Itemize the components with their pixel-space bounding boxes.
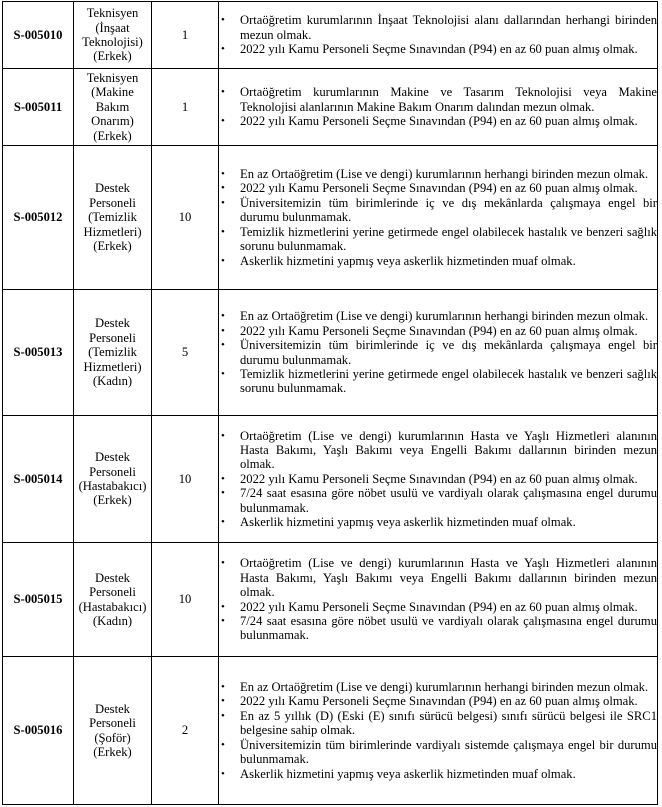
- requirement-text: Askerlik hizmetini yapmış veya askerlik hizmetinden muaf olmak.: [240, 766, 576, 781]
- requirement-item: [219, 225, 657, 254]
- position-count: 1: [152, 2, 219, 69]
- positions-table: [2, 1, 658, 805]
- position-title-line: (Erkek): [93, 239, 132, 254]
- position-row: [3, 146, 658, 290]
- position-title-line: (Makine: [91, 85, 134, 100]
- requirement-text: 7/24 saat esasına göre nöbet usulü ve vardiyalı olarak çalışmasına engel durumu bulunmamak.: [240, 613, 657, 643]
- requirement-item: [219, 254, 657, 268]
- position-title-line: Personeli: [89, 585, 136, 600]
- bullet-icon: •: [221, 254, 225, 267]
- requirement-item: [219, 767, 657, 781]
- bullet-icon: •: [221, 367, 225, 380]
- requirement-text: 7/24 saat esasına göre nöbet usulü ve vardiyalı olarak çalışmasına engel durumu bulunmamak.: [240, 486, 657, 515]
- position-title-line: Destek: [95, 701, 130, 716]
- position-title-line: (Kadın): [92, 613, 133, 628]
- bullet-icon: •: [221, 339, 225, 352]
- requirement-item: [219, 709, 657, 738]
- position-title-line: (Erkek): [93, 493, 132, 508]
- position-title: [74, 69, 152, 146]
- requirement-item: [219, 85, 657, 114]
- position-title-line: (Hastabakıcı): [78, 479, 147, 493]
- position-row: [3, 416, 658, 543]
- position-title-line: (Şoför): [94, 730, 131, 745]
- bullet-icon: •: [221, 516, 225, 529]
- position-title-line: (Temizlik: [88, 210, 137, 225]
- requirements-cell: [219, 290, 658, 416]
- position-title-line: Hizmetleri): [83, 224, 142, 239]
- position-count: 10: [152, 416, 219, 543]
- position-row: [3, 657, 658, 805]
- position-title-line: Teknisyen: [86, 70, 139, 85]
- position-title-line: Personeli: [89, 464, 136, 479]
- position-title-line: Destek: [95, 570, 130, 585]
- position-row: [3, 290, 658, 416]
- requirements-list: [219, 85, 657, 128]
- requirement-item: [219, 486, 657, 515]
- bullet-icon: •: [221, 429, 225, 442]
- requirement-text: Ortaöğretim (Lise ve dengi) kurumlarının Hasta ve Yaşlı Hizmetleri alanının Hasta Bakımı, Yaşlı Bakımı veya Engelli Bakımı dallarının birinden mezun olmak.: [240, 428, 657, 472]
- requirement-item: [219, 556, 657, 599]
- bullet-icon: •: [221, 14, 225, 27]
- requirement-text: Üniversitemizin tüm birimlerinde iç ve dış mekânlarda çalışmaya engel bir durumu bulunmamak.: [240, 195, 657, 225]
- requirement-text: En az Ortaöğretim (Lise ve dengi) kurumlarının herhangi birinden mezun olmak.: [240, 167, 649, 182]
- bullet-icon: •: [221, 168, 225, 181]
- position-count: 2: [152, 657, 219, 805]
- position-title-line: (Erkek): [93, 128, 132, 143]
- requirement-item: [219, 694, 657, 708]
- requirements-list: [219, 167, 657, 268]
- requirement-text: Üniversitemizin tüm birimlerinde vardiyalı sistemde çalışmaya engel bir durumu bulunmamak.: [240, 737, 657, 767]
- requirement-text: 2022 yılı Kamu Personeli Seçme Sınavından (P94) en az 60 puan almış olmak.: [240, 114, 638, 129]
- position-code: S-005016: [3, 657, 74, 805]
- position-title-line: (Hastabakıcı): [78, 599, 147, 614]
- requirements-cell: [219, 416, 658, 543]
- requirement-text: Ortaöğretim kurumlarının İnşaat Teknolojisi alanı dallarından herhangi birinden mezun olmak.: [240, 13, 657, 42]
- position-title-line: (Erkek): [93, 49, 132, 64]
- requirement-item: [219, 196, 657, 225]
- position-code: S-005011: [3, 69, 74, 146]
- requirement-item: [219, 614, 657, 643]
- requirements-cell: [219, 543, 658, 657]
- bullet-icon: •: [221, 43, 225, 56]
- requirement-item: [219, 367, 657, 396]
- requirement-text: 2022 yılı Kamu Personeli Seçme Sınavından (P94) en az 60 puan almış olmak.: [240, 323, 638, 338]
- position-title-line: Personeli: [89, 716, 136, 731]
- position-title-line: Teknolojisi): [82, 35, 143, 49]
- requirements-list: [219, 680, 657, 781]
- position-code: S-005014: [3, 416, 74, 543]
- position-code: S-005012: [3, 146, 74, 290]
- position-title-line: (Kadın): [92, 374, 133, 389]
- requirement-item: [219, 42, 657, 56]
- requirement-text: 2022 yılı Kamu Personeli Seçme Sınavından (P94) en az 60 puan almış olmak.: [240, 42, 638, 57]
- requirements-cell: [219, 657, 658, 805]
- bullet-icon: •: [221, 487, 225, 500]
- position-title-line: Destek: [95, 316, 130, 331]
- bullet-icon: •: [221, 86, 225, 99]
- positions-table-body: [3, 2, 658, 805]
- position-title: [74, 146, 152, 290]
- requirement-text: Ortaöğretim (Lise ve dengi) kurumlarının Hasta ve Yaşlı Hizmetleri alanının Hasta Bakımı, Yaşlı Bakımı veya Engelli Bakımı dallarının birinden mezun olmak.: [240, 556, 657, 600]
- bullet-icon: •: [221, 681, 225, 694]
- bullet-icon: •: [221, 695, 225, 708]
- requirement-text: En az Ortaöğretim (Lise ve dengi) kurumlarının herhangi birinden mezun olmak.: [240, 680, 649, 695]
- requirement-item: [219, 338, 657, 367]
- bullet-icon: •: [221, 310, 225, 323]
- position-title-line: Destek: [95, 450, 130, 465]
- position-row: [3, 543, 658, 657]
- requirement-item: [219, 181, 657, 195]
- requirement-text: 2022 yılı Kamu Personeli Seçme Sınavından (P94) en az 60 puan almış olmak.: [240, 599, 638, 614]
- position-row: [3, 2, 658, 69]
- requirement-item: [219, 167, 657, 181]
- bullet-icon: •: [221, 738, 225, 751]
- requirement-item: [219, 515, 657, 529]
- requirements-list: [219, 309, 657, 395]
- position-title-line: (İnşaat: [95, 20, 130, 35]
- position-code: S-005015: [3, 543, 74, 657]
- requirement-text: En az 5 yıllık (D) (Eski (E) sınıfı sürücü belgesi) sınıfı sürücü belgesi ile SRC1 belgesine sahip olmak.: [240, 708, 657, 738]
- requirement-item: [219, 472, 657, 486]
- position-title: [74, 657, 152, 805]
- position-title-line: (Temizlik: [88, 345, 137, 360]
- position-title: [74, 543, 152, 657]
- requirement-item: [219, 309, 657, 323]
- position-count: 10: [152, 146, 219, 290]
- requirement-text: Temizlik hizmetlerini yerine getirmede engel olabilecek hastalık ve benzeri sağlık sorunu bulunmamak.: [240, 366, 657, 396]
- position-code: S-005010: [3, 2, 74, 69]
- bullet-icon: •: [221, 196, 225, 209]
- requirement-item: [219, 13, 657, 42]
- requirements-cell: [219, 69, 658, 146]
- position-title-line: Destek: [95, 181, 130, 196]
- requirement-text: Ortaöğretim kurumlarının Makine ve Tasarım Teknolojisi veya Makine Teknolojisi alanlarının Makine Bakım Onarım dalından mezun olmak.: [240, 85, 657, 114]
- bullet-icon: •: [221, 472, 225, 485]
- requirement-item: [219, 324, 657, 338]
- bullet-icon: •: [221, 600, 225, 613]
- requirements-list: [219, 13, 657, 56]
- bullet-icon: •: [221, 324, 225, 337]
- position-code: S-005013: [3, 290, 74, 416]
- position-title: [74, 290, 152, 416]
- requirement-item: [219, 429, 657, 472]
- requirement-text: Üniversitemizin tüm birimlerinde iç ve dış mekânlarda çalışmaya engel bir durumu bulunmamak.: [240, 338, 657, 367]
- requirement-item: [219, 680, 657, 694]
- position-count: 10: [152, 543, 219, 657]
- position-title-line: Onarım): [91, 114, 134, 129]
- position-title-line: Teknisyen: [86, 6, 139, 21]
- bullet-icon: •: [221, 614, 225, 627]
- position-count: 1: [152, 69, 219, 146]
- requirement-item: [219, 114, 657, 128]
- requirement-text: Temizlik hizmetlerini yerine getirmede engel olabilecek hastalık ve benzeri sağlık sorunu bulunmamak.: [240, 224, 657, 254]
- position-title-line: Personeli: [89, 195, 136, 210]
- requirements-list: [219, 429, 657, 530]
- requirement-text: 2022 yılı Kamu Personeli Seçme Sınavından (P94) en az 60 puan almış olmak.: [240, 181, 638, 196]
- position-title-line: Bakım: [95, 99, 130, 114]
- position-title-line: (Erkek): [93, 744, 132, 759]
- requirements-cell: [219, 146, 658, 290]
- requirement-item: [219, 600, 657, 614]
- bullet-icon: •: [221, 767, 225, 780]
- bullet-icon: •: [221, 182, 225, 195]
- requirements-list: [219, 556, 657, 642]
- requirements-cell: [219, 2, 658, 69]
- requirement-text: 2022 yılı Kamu Personeli Seçme Sınavından (P94) en az 60 puan almış olmak.: [240, 694, 638, 709]
- requirement-text: En az Ortaöğretim (Lise ve dengi) kurumlarının herhangi birinden mezun olmak.: [240, 309, 649, 324]
- position-title: [74, 416, 152, 543]
- bullet-icon: •: [221, 557, 225, 570]
- requirement-item: [219, 738, 657, 767]
- position-title-line: Hizmetleri): [83, 359, 142, 374]
- position-title-line: Personeli: [89, 330, 136, 345]
- position-count: 5: [152, 290, 219, 416]
- requirement-text: 2022 yılı Kamu Personeli Seçme Sınavından (P94) en az 60 puan almış olmak.: [240, 471, 638, 486]
- bullet-icon: •: [221, 115, 225, 128]
- position-title: [74, 2, 152, 69]
- bullet-icon: •: [221, 225, 225, 238]
- position-row: [3, 69, 658, 146]
- bullet-icon: •: [221, 709, 225, 722]
- requirement-text: Askerlik hizmetini yapmış veya askerlik hizmetinden muaf olmak.: [240, 515, 576, 530]
- requirement-text: Askerlik hizmetini yapmış veya askerlik hizmetinden muaf olmak.: [240, 253, 576, 268]
